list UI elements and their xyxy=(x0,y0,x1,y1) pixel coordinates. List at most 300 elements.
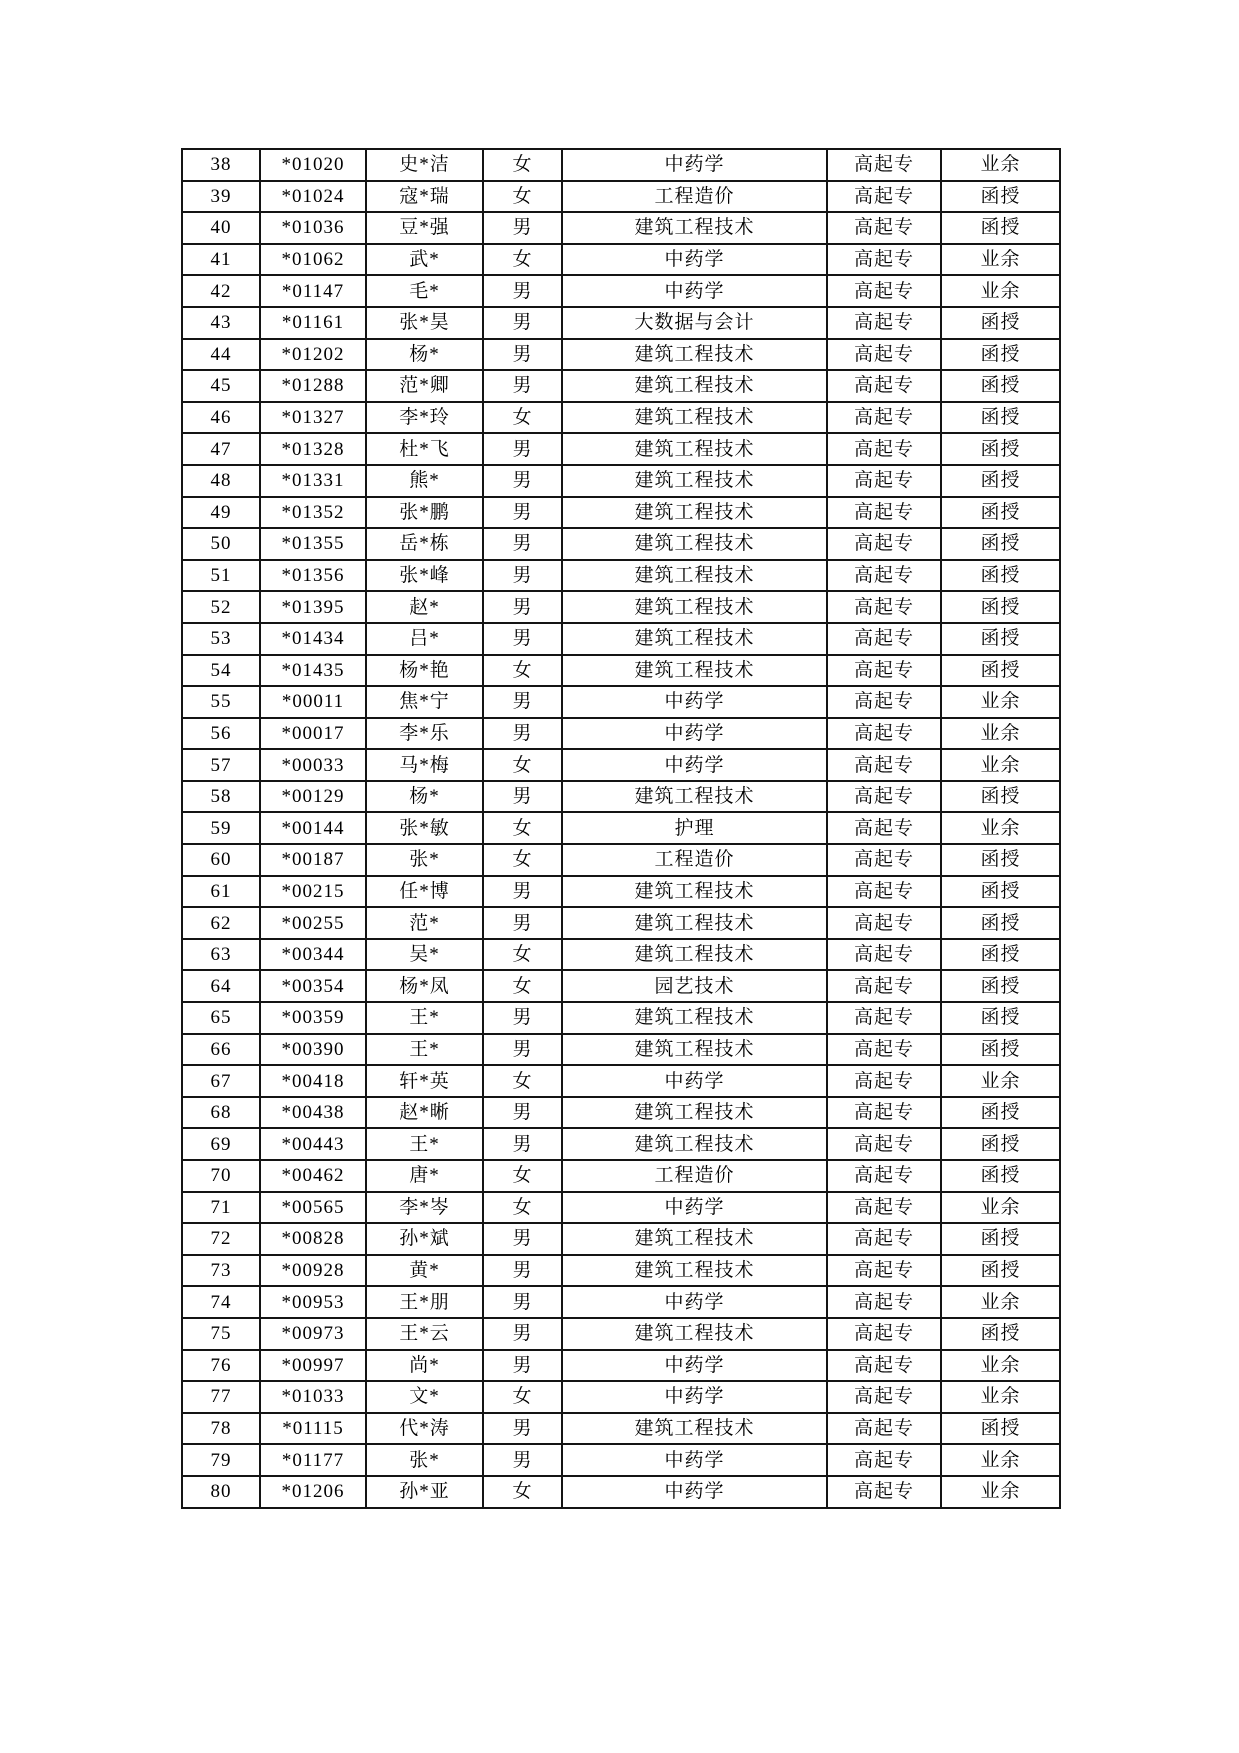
study-mode-cell: 函授 xyxy=(941,560,1060,592)
id-cell: *00828 xyxy=(260,1223,366,1255)
major-cell: 中药学 xyxy=(562,1444,827,1476)
seq-cell: 51 xyxy=(182,560,260,592)
study-mode-cell: 业余 xyxy=(941,275,1060,307)
gender-cell: 男 xyxy=(483,370,562,402)
study-mode-cell: 函授 xyxy=(941,591,1060,623)
gender-cell: 男 xyxy=(483,560,562,592)
major-cell: 中药学 xyxy=(562,1286,827,1318)
gender-cell: 女 xyxy=(483,812,562,844)
seq-cell: 50 xyxy=(182,528,260,560)
name-cell: 李*岑 xyxy=(366,1192,483,1224)
name-cell: 赵*晰 xyxy=(366,1097,483,1129)
table-row xyxy=(182,1065,1060,1097)
gender-cell: 男 xyxy=(483,212,562,244)
name-cell: 孙*亚 xyxy=(366,1476,483,1508)
id-cell: *01355 xyxy=(260,528,366,560)
major-cell: 建筑工程技术 xyxy=(562,1034,827,1066)
study-mode-cell: 函授 xyxy=(941,1160,1060,1192)
major-cell: 建筑工程技术 xyxy=(562,907,827,939)
gender-cell: 男 xyxy=(483,497,562,529)
id-cell: *01147 xyxy=(260,275,366,307)
seq-cell: 45 xyxy=(182,370,260,402)
seq-cell: 75 xyxy=(182,1318,260,1350)
major-cell: 中药学 xyxy=(562,1350,827,1382)
name-cell: 黄* xyxy=(366,1255,483,1287)
study-mode-cell: 业余 xyxy=(941,1444,1060,1476)
level-cell: 高起专 xyxy=(827,781,941,813)
id-cell: *01434 xyxy=(260,623,366,655)
level-cell: 高起专 xyxy=(827,749,941,781)
name-cell: 文* xyxy=(366,1381,483,1413)
study-mode-cell: 业余 xyxy=(941,1286,1060,1318)
name-cell: 王* xyxy=(366,1002,483,1034)
gender-cell: 男 xyxy=(483,1097,562,1129)
id-cell: *00129 xyxy=(260,781,366,813)
major-cell: 建筑工程技术 xyxy=(562,781,827,813)
study-mode-cell: 业余 xyxy=(941,1381,1060,1413)
table-row xyxy=(182,275,1060,307)
name-cell: 杨* xyxy=(366,781,483,813)
id-cell: *01435 xyxy=(260,655,366,687)
id-cell: *00354 xyxy=(260,970,366,1002)
name-cell: 任*博 xyxy=(366,876,483,908)
seq-cell: 72 xyxy=(182,1223,260,1255)
level-cell: 高起专 xyxy=(827,402,941,434)
gender-cell: 女 xyxy=(483,970,562,1002)
id-cell: *00462 xyxy=(260,1160,366,1192)
major-cell: 建筑工程技术 xyxy=(562,1318,827,1350)
name-cell: 唐* xyxy=(366,1160,483,1192)
id-cell: *00144 xyxy=(260,812,366,844)
id-cell: *01356 xyxy=(260,560,366,592)
id-cell: *01033 xyxy=(260,1381,366,1413)
level-cell: 高起专 xyxy=(827,686,941,718)
id-cell: *01206 xyxy=(260,1476,366,1508)
table-row xyxy=(182,1286,1060,1318)
study-mode-cell: 函授 xyxy=(941,876,1060,908)
table-row xyxy=(182,1318,1060,1350)
table-row xyxy=(182,1381,1060,1413)
table-row xyxy=(182,876,1060,908)
seq-cell: 77 xyxy=(182,1381,260,1413)
level-cell: 高起专 xyxy=(827,244,941,276)
id-cell: *01024 xyxy=(260,181,366,213)
table-row xyxy=(182,686,1060,718)
seq-cell: 54 xyxy=(182,655,260,687)
id-cell: *00443 xyxy=(260,1128,366,1160)
seq-cell: 76 xyxy=(182,1350,260,1382)
seq-cell: 63 xyxy=(182,939,260,971)
study-mode-cell: 函授 xyxy=(941,907,1060,939)
table-row xyxy=(182,339,1060,371)
major-cell: 中药学 xyxy=(562,686,827,718)
gender-cell: 男 xyxy=(483,1318,562,1350)
level-cell: 高起专 xyxy=(827,528,941,560)
name-cell: 岳*栋 xyxy=(366,528,483,560)
major-cell: 建筑工程技术 xyxy=(562,1097,827,1129)
gender-cell: 女 xyxy=(483,1381,562,1413)
gender-cell: 男 xyxy=(483,1286,562,1318)
study-mode-cell: 业余 xyxy=(941,718,1060,750)
table-row xyxy=(182,907,1060,939)
id-cell: *00255 xyxy=(260,907,366,939)
major-cell: 建筑工程技术 xyxy=(562,1413,827,1445)
seq-cell: 59 xyxy=(182,812,260,844)
level-cell: 高起专 xyxy=(827,275,941,307)
major-cell: 护理 xyxy=(562,812,827,844)
level-cell: 高起专 xyxy=(827,1255,941,1287)
gender-cell: 女 xyxy=(483,181,562,213)
study-mode-cell: 函授 xyxy=(941,528,1060,560)
level-cell: 高起专 xyxy=(827,1413,941,1445)
gender-cell: 女 xyxy=(483,749,562,781)
table-row xyxy=(182,433,1060,465)
name-cell: 王* xyxy=(366,1128,483,1160)
name-cell: 杨* xyxy=(366,339,483,371)
study-mode-cell: 函授 xyxy=(941,497,1060,529)
id-cell: *01177 xyxy=(260,1444,366,1476)
table-row xyxy=(182,1223,1060,1255)
major-cell: 中药学 xyxy=(562,244,827,276)
gender-cell: 男 xyxy=(483,1444,562,1476)
table-row xyxy=(182,149,1060,181)
gender-cell: 男 xyxy=(483,275,562,307)
name-cell: 熊* xyxy=(366,465,483,497)
table-row xyxy=(182,1034,1060,1066)
table-row xyxy=(182,560,1060,592)
major-cell: 建筑工程技术 xyxy=(562,402,827,434)
name-cell: 孙*斌 xyxy=(366,1223,483,1255)
table-row xyxy=(182,1476,1060,1508)
gender-cell: 男 xyxy=(483,876,562,908)
name-cell: 李*玲 xyxy=(366,402,483,434)
gender-cell: 男 xyxy=(483,1255,562,1287)
level-cell: 高起专 xyxy=(827,1034,941,1066)
name-cell: 李*乐 xyxy=(366,718,483,750)
id-cell: *01062 xyxy=(260,244,366,276)
seq-cell: 46 xyxy=(182,402,260,434)
gender-cell: 女 xyxy=(483,244,562,276)
study-mode-cell: 业余 xyxy=(941,244,1060,276)
name-cell: 赵* xyxy=(366,591,483,623)
seq-cell: 56 xyxy=(182,718,260,750)
gender-cell: 女 xyxy=(483,149,562,181)
id-cell: *00390 xyxy=(260,1034,366,1066)
id-cell: *00928 xyxy=(260,1255,366,1287)
seq-cell: 65 xyxy=(182,1002,260,1034)
name-cell: 张*敏 xyxy=(366,812,483,844)
seq-cell: 47 xyxy=(182,433,260,465)
seq-cell: 42 xyxy=(182,275,260,307)
name-cell: 张* xyxy=(366,1444,483,1476)
study-mode-cell: 函授 xyxy=(941,433,1060,465)
seq-cell: 78 xyxy=(182,1413,260,1445)
seq-cell: 69 xyxy=(182,1128,260,1160)
id-cell: *01115 xyxy=(260,1413,366,1445)
table-row xyxy=(182,402,1060,434)
level-cell: 高起专 xyxy=(827,1286,941,1318)
level-cell: 高起专 xyxy=(827,844,941,876)
major-cell: 中药学 xyxy=(562,749,827,781)
seq-cell: 79 xyxy=(182,1444,260,1476)
level-cell: 高起专 xyxy=(827,181,941,213)
table-row xyxy=(182,718,1060,750)
major-cell: 中药学 xyxy=(562,1476,827,1508)
seq-cell: 39 xyxy=(182,181,260,213)
seq-cell: 67 xyxy=(182,1065,260,1097)
seq-cell: 40 xyxy=(182,212,260,244)
id-cell: *00215 xyxy=(260,876,366,908)
table-row xyxy=(182,497,1060,529)
id-cell: *01331 xyxy=(260,465,366,497)
major-cell: 建筑工程技术 xyxy=(562,465,827,497)
seq-cell: 64 xyxy=(182,970,260,1002)
seq-cell: 52 xyxy=(182,591,260,623)
study-mode-cell: 业余 xyxy=(941,749,1060,781)
seq-cell: 80 xyxy=(182,1476,260,1508)
name-cell: 武* xyxy=(366,244,483,276)
id-cell: *00187 xyxy=(260,844,366,876)
table-row xyxy=(182,623,1060,655)
table-row xyxy=(182,244,1060,276)
gender-cell: 女 xyxy=(483,402,562,434)
gender-cell: 男 xyxy=(483,1413,562,1445)
seq-cell: 48 xyxy=(182,465,260,497)
major-cell: 中药学 xyxy=(562,718,827,750)
table-row xyxy=(182,749,1060,781)
level-cell: 高起专 xyxy=(827,497,941,529)
name-cell: 吴* xyxy=(366,939,483,971)
study-mode-cell: 函授 xyxy=(941,655,1060,687)
study-mode-cell: 函授 xyxy=(941,1255,1060,1287)
major-cell: 建筑工程技术 xyxy=(562,655,827,687)
study-mode-cell: 业余 xyxy=(941,1192,1060,1224)
study-mode-cell: 函授 xyxy=(941,181,1060,213)
study-mode-cell: 函授 xyxy=(941,844,1060,876)
level-cell: 高起专 xyxy=(827,212,941,244)
major-cell: 建筑工程技术 xyxy=(562,1255,827,1287)
table-row xyxy=(182,1128,1060,1160)
name-cell: 王* xyxy=(366,1034,483,1066)
gender-cell: 男 xyxy=(483,433,562,465)
study-mode-cell: 函授 xyxy=(941,370,1060,402)
name-cell: 张*昊 xyxy=(366,307,483,339)
id-cell: *00438 xyxy=(260,1097,366,1129)
level-cell: 高起专 xyxy=(827,1223,941,1255)
study-mode-cell: 业余 xyxy=(941,686,1060,718)
gender-cell: 男 xyxy=(483,1128,562,1160)
study-mode-cell: 函授 xyxy=(941,1034,1060,1066)
major-cell: 建筑工程技术 xyxy=(562,623,827,655)
id-cell: *01036 xyxy=(260,212,366,244)
name-cell: 张*峰 xyxy=(366,560,483,592)
major-cell: 建筑工程技术 xyxy=(562,528,827,560)
table-row xyxy=(182,591,1060,623)
major-cell: 建筑工程技术 xyxy=(562,1128,827,1160)
gender-cell: 男 xyxy=(483,718,562,750)
name-cell: 张* xyxy=(366,844,483,876)
study-mode-cell: 业余 xyxy=(941,1350,1060,1382)
table-row xyxy=(182,1002,1060,1034)
level-cell: 高起专 xyxy=(827,876,941,908)
id-cell: *00033 xyxy=(260,749,366,781)
seq-cell: 74 xyxy=(182,1286,260,1318)
gender-cell: 男 xyxy=(483,307,562,339)
name-cell: 张*鹏 xyxy=(366,497,483,529)
table-row xyxy=(182,212,1060,244)
level-cell: 高起专 xyxy=(827,465,941,497)
gender-cell: 男 xyxy=(483,528,562,560)
seq-cell: 57 xyxy=(182,749,260,781)
major-cell: 建筑工程技术 xyxy=(562,433,827,465)
name-cell: 尚* xyxy=(366,1350,483,1382)
id-cell: *00017 xyxy=(260,718,366,750)
table-row xyxy=(182,1413,1060,1445)
table-row xyxy=(182,1444,1060,1476)
gender-cell: 女 xyxy=(483,939,562,971)
seq-cell: 58 xyxy=(182,781,260,813)
name-cell: 范* xyxy=(366,907,483,939)
gender-cell: 女 xyxy=(483,1160,562,1192)
gender-cell: 男 xyxy=(483,1002,562,1034)
major-cell: 中药学 xyxy=(562,1065,827,1097)
seq-cell: 53 xyxy=(182,623,260,655)
id-cell: *00973 xyxy=(260,1318,366,1350)
level-cell: 高起专 xyxy=(827,1476,941,1508)
study-mode-cell: 业余 xyxy=(941,1065,1060,1097)
study-mode-cell: 函授 xyxy=(941,781,1060,813)
level-cell: 高起专 xyxy=(827,370,941,402)
major-cell: 建筑工程技术 xyxy=(562,370,827,402)
level-cell: 高起专 xyxy=(827,655,941,687)
level-cell: 高起专 xyxy=(827,1381,941,1413)
major-cell: 建筑工程技术 xyxy=(562,1002,827,1034)
table-row xyxy=(182,307,1060,339)
major-cell: 中药学 xyxy=(562,149,827,181)
table-row xyxy=(182,370,1060,402)
name-cell: 焦*宁 xyxy=(366,686,483,718)
gender-cell: 男 xyxy=(483,781,562,813)
study-mode-cell: 函授 xyxy=(941,939,1060,971)
major-cell: 建筑工程技术 xyxy=(562,876,827,908)
major-cell: 园艺技术 xyxy=(562,970,827,1002)
name-cell: 马*梅 xyxy=(366,749,483,781)
id-cell: *01161 xyxy=(260,307,366,339)
gender-cell: 男 xyxy=(483,907,562,939)
level-cell: 高起专 xyxy=(827,433,941,465)
name-cell: 范*卿 xyxy=(366,370,483,402)
study-mode-cell: 业余 xyxy=(941,812,1060,844)
student-table-body xyxy=(182,149,1060,1508)
major-cell: 建筑工程技术 xyxy=(562,1223,827,1255)
name-cell: 轩*英 xyxy=(366,1065,483,1097)
study-mode-cell: 函授 xyxy=(941,339,1060,371)
name-cell: 王*云 xyxy=(366,1318,483,1350)
study-mode-cell: 函授 xyxy=(941,970,1060,1002)
level-cell: 高起专 xyxy=(827,1318,941,1350)
id-cell: *01202 xyxy=(260,339,366,371)
seq-cell: 41 xyxy=(182,244,260,276)
name-cell: 豆*强 xyxy=(366,212,483,244)
name-cell: 杨*凤 xyxy=(366,970,483,1002)
gender-cell: 女 xyxy=(483,1065,562,1097)
level-cell: 高起专 xyxy=(827,1444,941,1476)
seq-cell: 60 xyxy=(182,844,260,876)
level-cell: 高起专 xyxy=(827,1192,941,1224)
table-row xyxy=(182,1255,1060,1287)
study-mode-cell: 业余 xyxy=(941,149,1060,181)
table-row xyxy=(182,781,1060,813)
seq-cell: 62 xyxy=(182,907,260,939)
level-cell: 高起专 xyxy=(827,1128,941,1160)
table-row xyxy=(182,528,1060,560)
id-cell: *01288 xyxy=(260,370,366,402)
level-cell: 高起专 xyxy=(827,307,941,339)
gender-cell: 女 xyxy=(483,844,562,876)
name-cell: 史*洁 xyxy=(366,149,483,181)
level-cell: 高起专 xyxy=(827,560,941,592)
seq-cell: 71 xyxy=(182,1192,260,1224)
major-cell: 建筑工程技术 xyxy=(562,212,827,244)
name-cell: 杜*飞 xyxy=(366,433,483,465)
level-cell: 高起专 xyxy=(827,970,941,1002)
seq-cell: 70 xyxy=(182,1160,260,1192)
id-cell: *00997 xyxy=(260,1350,366,1382)
table-row xyxy=(182,1097,1060,1129)
study-mode-cell: 函授 xyxy=(941,1318,1060,1350)
study-mode-cell: 函授 xyxy=(941,1223,1060,1255)
gender-cell: 男 xyxy=(483,623,562,655)
major-cell: 大数据与会计 xyxy=(562,307,827,339)
level-cell: 高起专 xyxy=(827,149,941,181)
name-cell: 杨*艳 xyxy=(366,655,483,687)
level-cell: 高起专 xyxy=(827,812,941,844)
seq-cell: 49 xyxy=(182,497,260,529)
level-cell: 高起专 xyxy=(827,1350,941,1382)
gender-cell: 男 xyxy=(483,1350,562,1382)
id-cell: *01395 xyxy=(260,591,366,623)
name-cell: 毛* xyxy=(366,275,483,307)
study-mode-cell: 函授 xyxy=(941,623,1060,655)
id-cell: *00011 xyxy=(260,686,366,718)
major-cell: 工程造价 xyxy=(562,1160,827,1192)
study-mode-cell: 函授 xyxy=(941,1413,1060,1445)
major-cell: 中药学 xyxy=(562,275,827,307)
seq-cell: 66 xyxy=(182,1034,260,1066)
name-cell: 王*朋 xyxy=(366,1286,483,1318)
gender-cell: 女 xyxy=(483,1476,562,1508)
seq-cell: 43 xyxy=(182,307,260,339)
id-cell: *01328 xyxy=(260,433,366,465)
major-cell: 建筑工程技术 xyxy=(562,560,827,592)
name-cell: 代*涛 xyxy=(366,1413,483,1445)
level-cell: 高起专 xyxy=(827,623,941,655)
major-cell: 中药学 xyxy=(562,1381,827,1413)
gender-cell: 男 xyxy=(483,1034,562,1066)
id-cell: *00418 xyxy=(260,1065,366,1097)
id-cell: *01327 xyxy=(260,402,366,434)
id-cell: *01352 xyxy=(260,497,366,529)
seq-cell: 73 xyxy=(182,1255,260,1287)
table-row xyxy=(182,181,1060,213)
level-cell: 高起专 xyxy=(827,591,941,623)
level-cell: 高起专 xyxy=(827,1097,941,1129)
table-row xyxy=(182,970,1060,1002)
level-cell: 高起专 xyxy=(827,939,941,971)
table-row xyxy=(182,1350,1060,1382)
gender-cell: 女 xyxy=(483,655,562,687)
level-cell: 高起专 xyxy=(827,1065,941,1097)
